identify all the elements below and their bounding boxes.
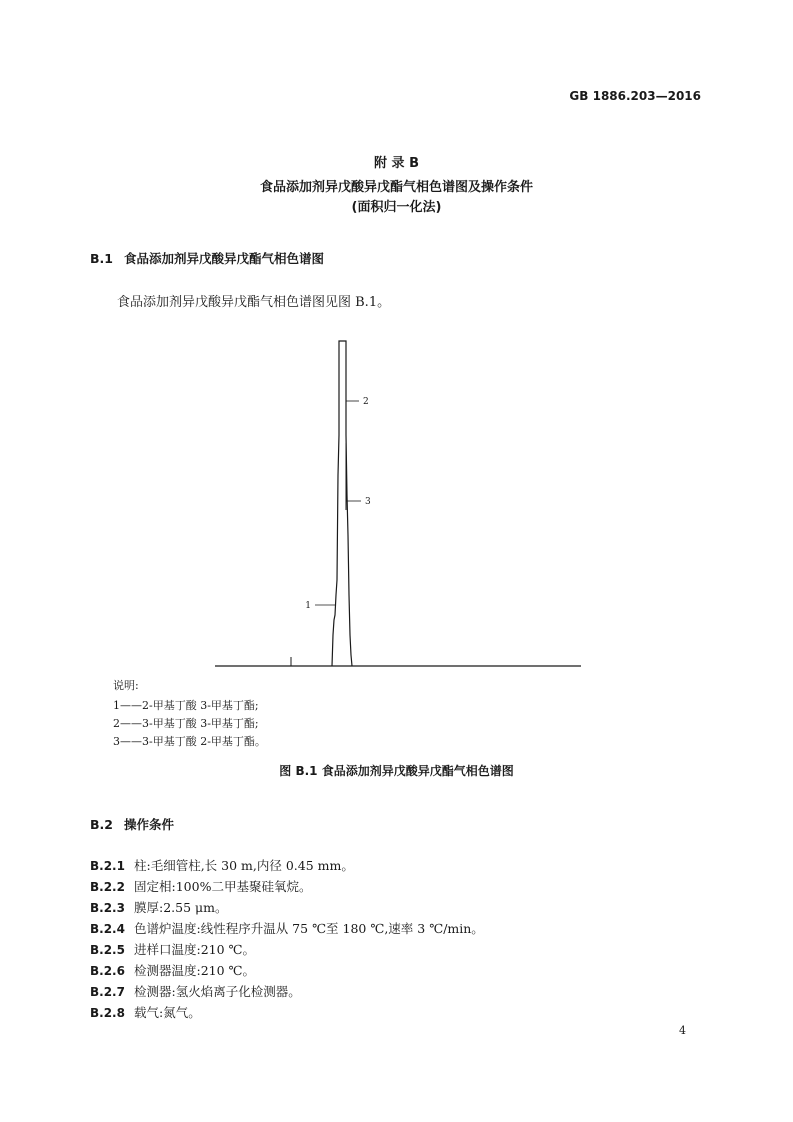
section-heading-b1 xyxy=(90,249,324,267)
paragraph-b1: 食品添加剂异戊酸异戊酯气相色谱图见图 B.1。 xyxy=(117,295,391,310)
legend-item: 1——2-甲基丁酸 3-甲基丁酯; xyxy=(113,699,259,712)
standard-number: GB 1886.203—2016 xyxy=(569,89,701,103)
condition-number: B.2.8 xyxy=(90,1006,125,1020)
condition-text: 色谱炉温度:线性程序升温从 75 ℃至 180 ℃,速率 3 ℃/min。 xyxy=(134,921,484,936)
legend-heading: 说明: xyxy=(113,679,139,692)
condition-number: B.2.5 xyxy=(90,943,125,957)
condition-item xyxy=(90,919,484,937)
section-number: B.2 xyxy=(90,817,113,832)
condition-item xyxy=(90,898,228,916)
condition-text: 检测器:氢火焰离子化检测器。 xyxy=(134,984,301,999)
condition-number: B.2.1 xyxy=(90,859,125,873)
section-heading-b2 xyxy=(90,815,174,833)
section-number: B.1 xyxy=(90,251,113,266)
legend-item: 3——3-甲基丁酸 2-甲基丁酯。 xyxy=(113,735,266,748)
condition-item xyxy=(90,982,301,1000)
condition-text: 固定相:100%二甲基聚硅氧烷。 xyxy=(134,879,312,894)
condition-text: 载气:氮气。 xyxy=(134,1005,201,1020)
section-title: 食品添加剂异戊酸异戊酯气相色谱图 xyxy=(124,251,325,266)
condition-text: 检测器温度:210 ℃。 xyxy=(134,963,256,978)
condition-number: B.2.6 xyxy=(90,964,125,978)
appendix-label: 附 录 B xyxy=(374,156,419,171)
peak-label-3: 3 xyxy=(365,497,371,507)
main-peak xyxy=(332,341,352,666)
condition-text: 膜厚:2.55 μm。 xyxy=(134,900,228,915)
appendix-subtitle: (面积归一化法) xyxy=(351,200,442,215)
figure-caption: 图 B.1 食品添加剂异戊酸异戊酯气相色谱图 xyxy=(279,764,514,778)
condition-item xyxy=(90,1003,201,1021)
condition-number: B.2.4 xyxy=(90,922,125,936)
condition-number: B.2.7 xyxy=(90,985,125,999)
legend-item: 2——3-甲基丁酸 3-甲基丁酯; xyxy=(113,717,259,730)
condition-text: 进样口温度:210 ℃。 xyxy=(134,942,256,957)
page-number: 4 xyxy=(679,1024,686,1037)
condition-number: B.2.2 xyxy=(90,880,125,894)
condition-number: B.2.3 xyxy=(90,901,125,915)
condition-item xyxy=(90,940,255,958)
condition-item xyxy=(90,877,311,895)
appendix-title: 食品添加剂异戊酸异戊酯气相色谱图及操作条件 xyxy=(259,180,533,195)
section-title: 操作条件 xyxy=(124,817,175,832)
peak-label-1: 1 xyxy=(305,601,311,611)
condition-item xyxy=(90,961,255,979)
condition-text: 柱:毛细管柱,长 30 m,内径 0.45 mm。 xyxy=(134,858,354,873)
peak-label-2: 2 xyxy=(363,397,369,407)
condition-item xyxy=(90,856,354,874)
chromatogram xyxy=(205,335,585,670)
